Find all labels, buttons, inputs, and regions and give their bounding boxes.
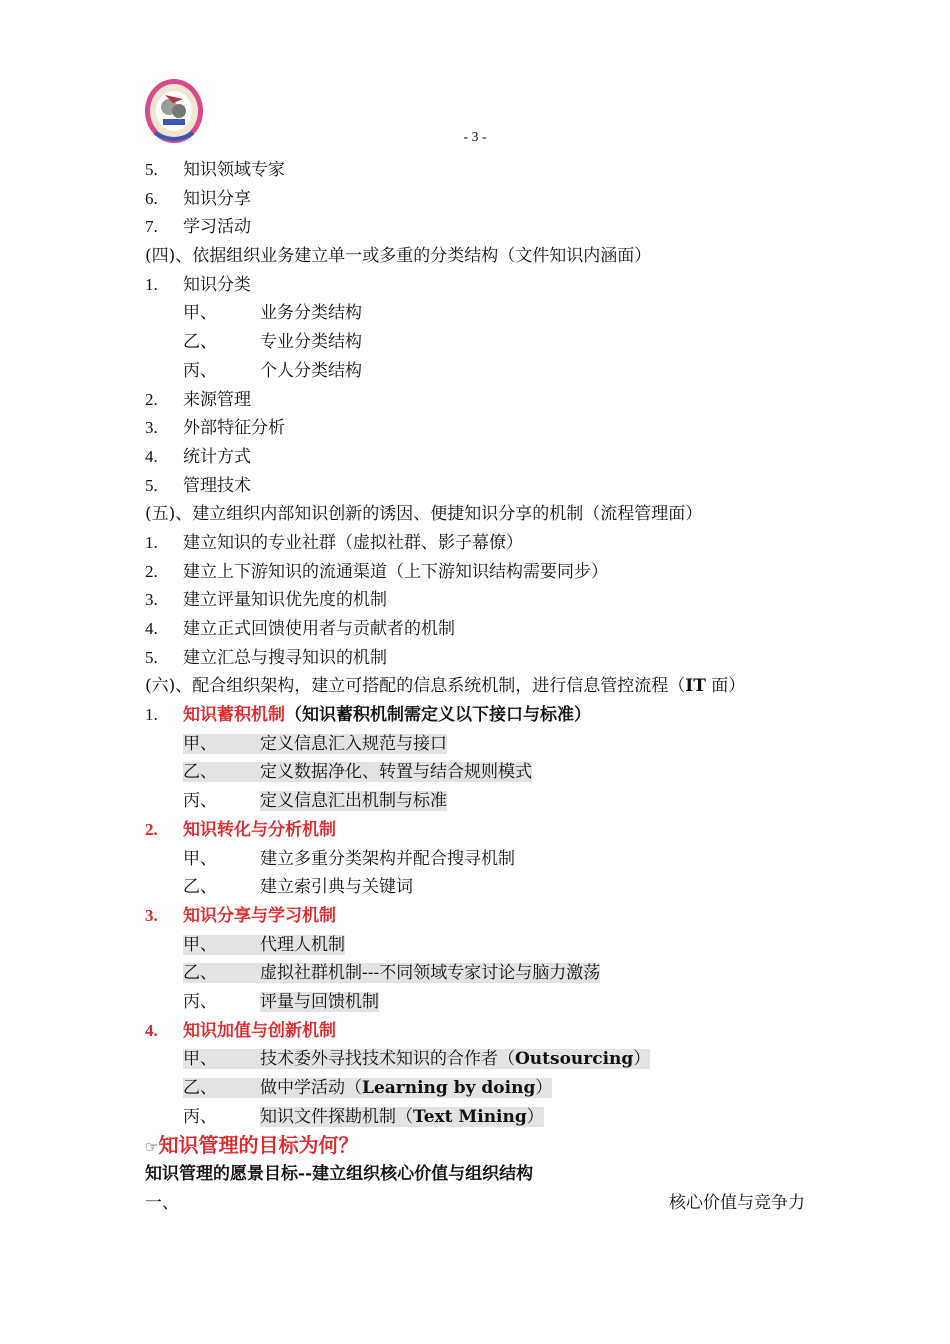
sub-item: 丙、 知识文件探勘机制（Text Mining）: [183, 1106, 544, 1127]
sub-item: 乙、 虚拟社群机制---不同领域专家讨论与脑力激荡: [183, 963, 601, 984]
section-heading: (五)、建立组织内部知识创新的诱因、便捷知识分享的机制（流程管理面）: [145, 504, 703, 525]
sub-item: 甲、 代理人机制: [183, 934, 345, 955]
sub-item: 甲、 建立多重分类架构并配合搜寻机制: [183, 848, 515, 869]
sub-item: 乙、 专业分类结构: [183, 332, 362, 353]
sub-item: 甲、 业务分类结构: [183, 303, 362, 324]
list-item: 2. 来源管理: [145, 389, 251, 410]
sub-item: 丙、 个人分类结构: [183, 360, 362, 381]
goal-heading: ☞知识管理的目标为何？: [145, 1133, 359, 1158]
sub-item: 丙、 评量与回馈机制: [183, 991, 379, 1012]
list-item: 5. 知识领域专家: [145, 160, 285, 180]
mechanism-heading: 2. 知识转化与分析机制: [145, 819, 336, 840]
document-body: [145, 156, 805, 1217]
list-item: 一、 核心价值与竞争力: [145, 1192, 805, 1213]
sub-item: 甲、 技术委外寻找技术知识的合作者（Outsourcing）: [183, 1049, 651, 1070]
list-item: 3. 外部特征分析: [145, 418, 285, 439]
list-item: 2. 建立上下游知识的流通渠道（上下游知识结构需要同步）: [145, 561, 608, 582]
sub-item: 乙、 定义数据净化、转置与结合规则模式: [183, 762, 532, 783]
sub-item: 甲、 定义信息汇入规范与接口: [183, 733, 447, 754]
list-item: 4. 建立正式回馈使用者与贡献者的机制: [145, 619, 455, 639]
section-heading: (四)、依据组织业务建立单一或多重的分类结构（文件知识内涵面）: [145, 246, 652, 267]
list-item: 5. 建立汇总与搜寻知识的机制: [145, 647, 387, 668]
mechanism-heading: 1. 知识蓄积机制（知识蓄积机制需定义以下接口与标准）: [145, 705, 591, 726]
list-item: 1. 知识分类: [145, 274, 251, 295]
sub-item: 丙、 定义信息汇出机制与标准: [183, 791, 447, 812]
list-item: 4. 统计方式: [145, 446, 251, 467]
list-item: 6. 知识分享: [145, 188, 251, 209]
list-item: 7. 学习活动: [145, 217, 251, 238]
sub-item: 乙、 建立索引典与关键词: [183, 877, 413, 898]
mechanism-heading: 3. 知识分享与学习机制: [145, 905, 336, 926]
pointing-hand-icon: ☞: [145, 1138, 159, 1157]
list-item: 5. 管理技术: [145, 475, 251, 496]
page-number: - 3 -: [463, 130, 487, 145]
list-item: 1. 建立知识的专业社群（虚拟社群、影子幕僚）: [145, 532, 523, 553]
vision-heading: 知识管理的愿景目标--建立组织核心价值与组织结构: [145, 1164, 534, 1185]
sub-item: 乙、 做中学活动（Learning by doing）: [183, 1078, 553, 1098]
mechanism-heading: 4. 知识加值与创新机制: [145, 1020, 336, 1041]
section-heading: (六)、配合组织架构，建立可搭配的信息系统机制，进行信息管控流程（IT 面）: [145, 676, 746, 697]
list-item: 3. 建立评量知识优先度的机制: [145, 590, 387, 611]
